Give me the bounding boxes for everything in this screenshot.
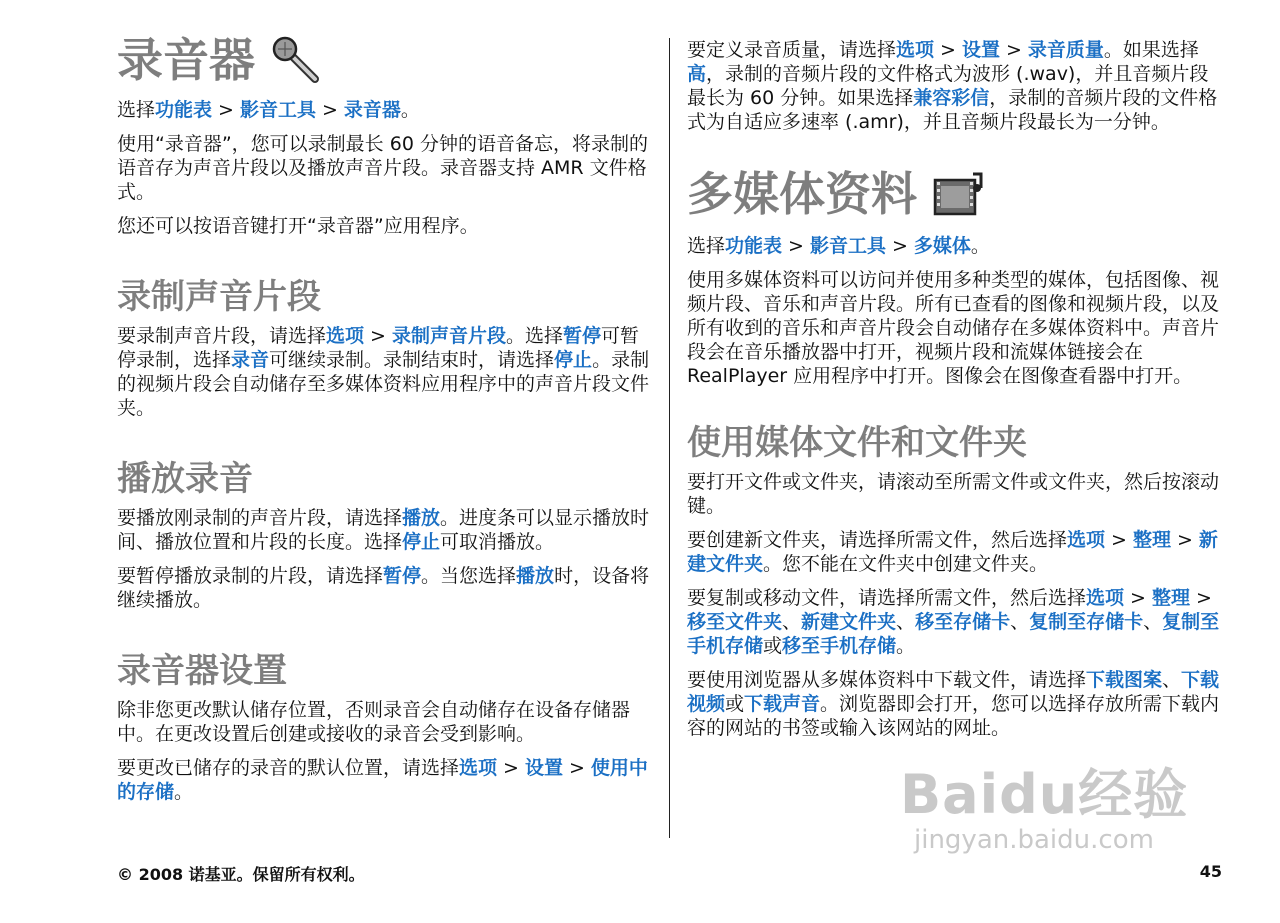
right-column	[687, 38, 1227, 740]
text: 。浏览器即会打开，您可以选择存放所需下载内容的网站的书签或输入该网站的网址。	[687, 693, 1220, 739]
path-separator: >	[370, 325, 386, 347]
move-to-phone-memory-link[interactable]: 移至手机存储	[782, 635, 897, 657]
text: 要播放刚录制的声音片段，请选择	[117, 507, 403, 529]
path-end: 。	[400, 99, 420, 121]
text: 。录制的视频片段会自动储存至多媒体资料应用程序中的声音片段文件夹。	[117, 349, 650, 419]
settings-paragraph-2	[117, 756, 657, 804]
recorder-voice-key: 您还可以按语音键打开“录音器”应用程序。	[117, 215, 479, 237]
path-end: 。	[970, 235, 990, 257]
recorder-link[interactable]: 录音器	[343, 99, 401, 121]
path-prefix: 选择	[687, 235, 726, 257]
text: 。选择	[505, 325, 563, 347]
text: 要定义录音质量，请选择	[687, 39, 897, 61]
text: 时，设备将继续播放。	[117, 565, 650, 611]
baidu-watermark	[900, 765, 1188, 855]
move-to-folder-link[interactable]: 移至文件夹	[687, 611, 783, 633]
record-heading: 录制声音片段	[117, 277, 321, 317]
path-separator: >	[788, 235, 804, 257]
media-tools-link[interactable]: 影音工具	[809, 235, 886, 257]
text: 可暂停录制，选择	[117, 325, 640, 371]
download-videos-link[interactable]: 下载视频	[687, 669, 1220, 715]
play-paragraph-1	[117, 506, 657, 554]
path-separator: >	[321, 99, 338, 121]
record-paragraph	[117, 324, 657, 420]
text: 、	[782, 611, 802, 633]
text: 要复制或移动文件，请选择所需文件，然后选择	[687, 587, 1087, 609]
options-link[interactable]: 选项	[459, 757, 498, 779]
record-clip-link[interactable]: 录制声音片段	[391, 325, 506, 347]
files-paragraph-2	[687, 528, 1227, 576]
settings-link[interactable]: 设置	[961, 39, 1000, 61]
watermark-url: jingyan.baidu.com	[914, 825, 1154, 855]
text: 。	[174, 781, 194, 803]
pause-link[interactable]: 暂停	[383, 565, 422, 587]
text: 、	[1010, 611, 1030, 633]
text: 要录制声音片段，请选择	[117, 325, 327, 347]
path-separator: >	[218, 99, 234, 121]
text: ，录制的音频片段的文件格式为自适应多速率 (.amr)，并且音频片段最长为一分钟。	[687, 87, 1218, 133]
download-sounds-link[interactable]: 下载声音	[744, 693, 821, 715]
path-separator: >	[503, 757, 519, 779]
path-separator: >	[1176, 529, 1193, 551]
text: 或	[725, 693, 745, 715]
text: 、	[1162, 669, 1182, 691]
text: 。	[896, 635, 916, 657]
recorder-intro: 使用“录音器”，您可以录制最长 60 分钟的语音备忘，将录制的语音存为声音片段以及播放声音片段。录音器支持 AMR 文件格式。	[117, 133, 648, 203]
gallery-menu-path	[687, 234, 1227, 258]
files-paragraph-1: 要打开文件或文件夹，请滚动至所需文件或文件夹，然后按滚动键。	[687, 471, 1220, 517]
film-strip-icon	[933, 170, 985, 218]
text: 要暂停播放录制的片段，请选择	[117, 565, 384, 587]
options-link[interactable]: 选项	[1086, 587, 1125, 609]
play-paragraph-2	[117, 564, 657, 612]
gallery-title: 多媒体资料	[687, 167, 917, 221]
files-heading: 使用媒体文件和文件夹	[687, 423, 1027, 463]
organize-link[interactable]: 整理	[1151, 587, 1190, 609]
text: ，录制的音频片段的文件格式为波形 (.wav)，并且音频片段最长为 60 分钟。如果选择	[687, 63, 1209, 109]
watermark-logo: Baidu经验	[900, 763, 1189, 826]
recorder-menu-path	[117, 98, 657, 122]
quality-paragraph	[687, 38, 1227, 134]
stop-link[interactable]: 停止	[402, 531, 441, 553]
path-prefix: 选择	[117, 99, 156, 121]
menu-link[interactable]: 功能表	[155, 99, 213, 121]
text: 可取消播放。	[440, 531, 555, 553]
path-separator: >	[1005, 39, 1022, 61]
play-link[interactable]: 播放	[516, 565, 555, 587]
menu-link[interactable]: 功能表	[725, 235, 783, 257]
text: 、	[896, 611, 916, 633]
stop-link[interactable]: 停止	[554, 349, 593, 371]
path-separator: >	[891, 235, 908, 257]
download-images-link[interactable]: 下载图案	[1086, 669, 1163, 691]
copy-to-memory-card-link[interactable]: 复制至存储卡	[1029, 611, 1144, 633]
memory-in-use-link[interactable]: 使用中的存储	[117, 757, 648, 803]
record-link[interactable]: 录音	[231, 349, 270, 371]
gallery-heading	[687, 164, 1227, 224]
copyright-footer: © 2008 诺基亚。保留所有权利。	[117, 865, 365, 884]
play-heading: 播放录音	[117, 459, 253, 499]
path-separator: >	[1130, 587, 1146, 609]
text: 要创建新文件夹，请选择所需文件，然后选择	[687, 529, 1068, 551]
recorder-title: 录音器	[117, 33, 255, 87]
options-link[interactable]: 选项	[896, 39, 935, 61]
files-paragraph-3	[687, 586, 1227, 658]
path-separator: >	[1195, 587, 1212, 609]
text: 。如果选择	[1103, 39, 1199, 61]
copy-to-phone-memory-link[interactable]: 复制至手机存储	[687, 611, 1220, 657]
settings-heading: 录音器设置	[117, 651, 287, 691]
text: 。进度条可以显示播放时间、播放位置和片段的长度。选择	[117, 507, 650, 553]
gallery-link[interactable]: 多媒体	[913, 235, 971, 257]
new-folder-link[interactable]: 新建文件夹	[801, 611, 897, 633]
new-folder-link[interactable]: 新建文件夹	[687, 529, 1218, 575]
settings-paragraph-1: 除非您更改默认储存位置，否则录音会自动储存在设备存储器中。在更改设置后创建或接收的录音会受到影响。	[117, 699, 631, 745]
options-link[interactable]: 选项	[1067, 529, 1106, 551]
text: 。当您选择	[421, 565, 517, 587]
text: 要更改已储存的录音的默认位置，请选择	[117, 757, 460, 779]
text: 要使用浏览器从多媒体资料中下载文件，请选择	[687, 669, 1087, 691]
settings-link[interactable]: 设置	[524, 757, 563, 779]
move-to-memory-card-link[interactable]: 移至存储卡	[915, 611, 1011, 633]
options-link[interactable]: 选项	[326, 325, 365, 347]
text: 、	[1143, 611, 1163, 633]
files-paragraph-4	[687, 668, 1227, 740]
high-link[interactable]: 高	[687, 63, 707, 85]
left-column	[117, 30, 657, 804]
text: 可继续录制。录制结束时，请选择	[269, 349, 555, 371]
path-separator: >	[568, 757, 585, 779]
mms-compatible-link[interactable]: 兼容彩信	[913, 87, 990, 109]
pause-link[interactable]: 暂停	[562, 325, 601, 347]
text: 或	[763, 635, 783, 657]
path-separator: >	[1111, 529, 1127, 551]
text: 。您不能在文件夹中创建文件夹。	[763, 553, 1049, 575]
gallery-intro: 使用多媒体资料可以访问并使用多种类型的媒体，包括图像、视频片段、音乐和声音片段。所有已查看的图像和视频片段，以及所有收到的音乐和声音片段会自动储存在多媒体资料中。声音片段会在音乐播放器中打开，视频片段和流媒体链接会在 RealPlayer 应用程序中打开。图像会在图像查看器中打开。	[687, 269, 1220, 387]
path-separator: >	[940, 39, 956, 61]
recording-quality-link[interactable]: 录音质量	[1027, 39, 1104, 61]
organize-link[interactable]: 整理	[1132, 529, 1171, 551]
column-divider	[669, 38, 670, 838]
page-number: 45	[1199, 862, 1222, 881]
play-link[interactable]: 播放	[402, 507, 441, 529]
media-tools-link[interactable]: 影音工具	[239, 99, 316, 121]
recorder-heading	[117, 30, 657, 90]
microphone-icon	[271, 35, 321, 85]
